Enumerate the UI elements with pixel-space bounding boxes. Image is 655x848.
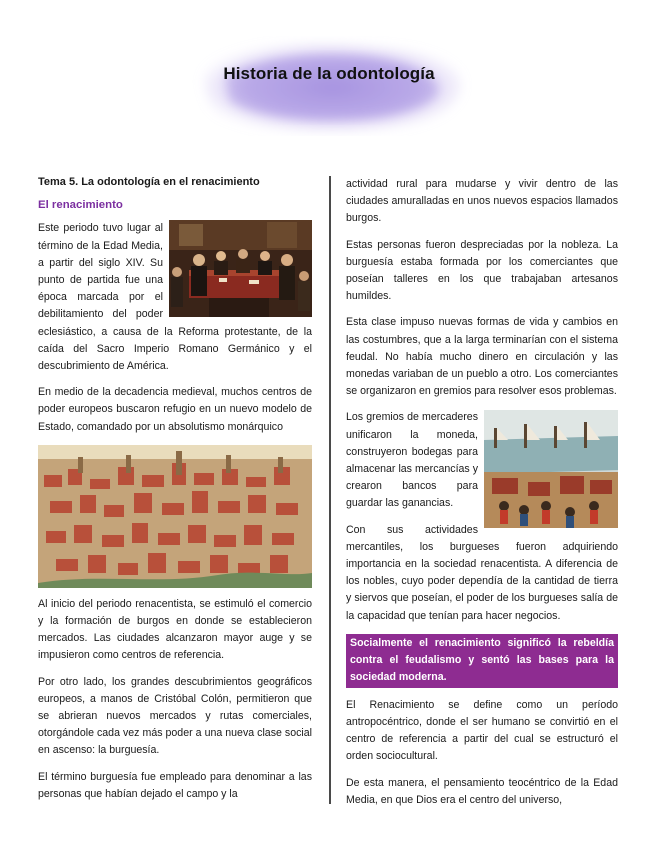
page-title: Historia de la odontología [223, 64, 435, 83]
paragraph: Con sus actividades mercantiles, los burgueses fueron adquiriendo importancia en la sociedad renacentista. A diferencia de los nobles, cuyo poder dependía de la cantidad de tierra y siervos que poseían, el poder de los burgueses salía de la capacidad que tenían para hacer negocios. [346, 523, 618, 622]
paragraph: De esta manera, el pensamiento teocéntrico de la Edad Media, en que Dios era el centro del universo, [346, 776, 618, 806]
highlight-quote: Socialmente el renacimiento significó la rebeldía contra el feudalismo y sentó las bases para la sociedad moderna. [346, 634, 618, 688]
column-divider [329, 176, 331, 804]
paragraph: Estas personas fueron despreciadas por la nobleza. La burguesía estaba formada por los comerciantes que poseían talleres en los que trabajaban artesanos humildes. [346, 238, 618, 303]
paragraph: Este periodo tuvo lugar al término de la Edad Media, a partir del siglo XIV. Su punto de partida fue una época marcada por el debilitamiento del poder eclesiástico, a causa de la Reforma protestante, de la caída del Sacro Imperio Romano Germánico y el descubrimiento de América. [38, 222, 312, 373]
paragraph: En medio de la decadencia medieval, muchos centros de poder europeos buscaron refugio en un nuevo modelo de Estado, comandado por un absolutismo monárquico [38, 386, 312, 433]
paragraph: El término burguesía fue empleado para denominar a las personas que habían dejado el campo y la [38, 770, 312, 800]
paragraph: El Renacimiento se define como un período antropocéntrico, donde el ser humano se convirtió en el centro de referencia a partir del cual se estructuró el orden sociocultural. [346, 698, 618, 763]
paragraph: actividad rural para mudarse y vivir dentro de las ciudades amuralladas en unos nuevos espacios llamados burgos. [346, 178, 618, 225]
renaissance-meeting-painting [169, 220, 312, 317]
title-splash [186, 36, 472, 136]
medieval-city-engraving [38, 445, 312, 588]
harbor-market-painting [484, 410, 618, 528]
paragraph: Los gremios de mercaderes unificaron la moneda, construyeron bodegas para almacenar las mercancías y crearon bancos para guardar las ganancias. [346, 411, 478, 510]
paragraph: Por otro lado, los grandes descubrimientos geográficos europeos, a manos de Cristóbal Colón, permitieron que se abrieran nuevos mercados y rutas comerciales, otorgándole cada vez más poder a una nueva clase social en ascenso: la burguesía. [38, 675, 312, 757]
topic-heading: Tema 5. La odontología en el renacimiento [38, 176, 260, 188]
section-heading: El renacimiento [38, 199, 123, 212]
left-column [38, 172, 312, 812]
right-column [346, 176, 618, 818]
paragraph: Al inicio del periodo renacentista, se estimuló el comercio y la formación de burgos en donde se establecieron mercados. Las ciudades alcanzaron mayor auge y se impusieron como centros de referencia. [38, 597, 312, 662]
paragraph: Esta clase impuso nuevas formas de vida y cambios en las costumbres, que a la larga terminarían con el sistema feudal. No había mucho dinero en circulación y las monedas variaban de un pueblo a otro. Los comerciantes se organizaron en gremios para resolver esos problemas. [346, 316, 618, 398]
watercolor-splash [186, 36, 472, 136]
